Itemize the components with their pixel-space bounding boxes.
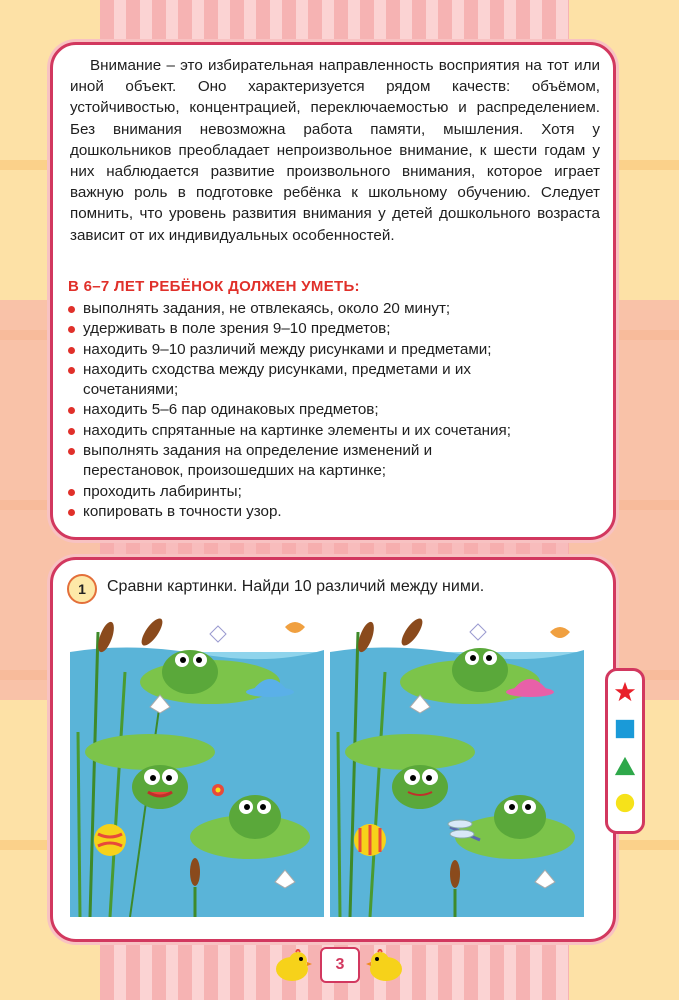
- page-number: 3: [320, 947, 360, 983]
- star-icon: [614, 681, 636, 703]
- skills-list: [65, 299, 605, 522]
- pond-scene-right: [330, 612, 584, 917]
- task-number-badge: 1: [67, 574, 97, 604]
- page-footer: [270, 943, 410, 987]
- square-icon: [614, 718, 636, 740]
- bullet-icon: [68, 489, 75, 496]
- chick-icon: [366, 949, 408, 983]
- skill-item: удерживать в поле зрения 9–10 предметов;: [65, 319, 605, 339]
- task-instruction: Сравни картинки. Найди 10 различий между ними.: [107, 578, 485, 595]
- bullet-icon: [68, 448, 75, 455]
- intro-card: [50, 42, 616, 540]
- skill-item: выполнять задания на определение изменений и перестановок, произошедших на картинке;: [65, 441, 483, 482]
- shapes-panel: [605, 668, 645, 834]
- skill-item: копировать в точности узор.: [65, 502, 605, 522]
- ball-icon: [94, 824, 126, 856]
- skill-item: выполнять задания, не отвлекаясь, около 20 минут;: [65, 299, 605, 319]
- bullet-icon: [68, 347, 75, 354]
- bullet-icon: [68, 367, 75, 374]
- bullet-icon: [68, 326, 75, 333]
- picture-right[interactable]: [330, 612, 584, 917]
- circle-icon: [614, 792, 636, 814]
- bullet-icon: [68, 306, 75, 313]
- chick-icon: [270, 949, 312, 983]
- picture-left[interactable]: [70, 612, 324, 917]
- skill-item: находить сходства между рисунками, предметами и их сочетаниями;: [65, 360, 523, 401]
- bullet-icon: [68, 509, 75, 516]
- task-card: [50, 557, 616, 942]
- bullet-icon: [68, 428, 75, 435]
- frog-icon: [452, 648, 508, 692]
- skill-item: находить спрятанные на картинке элементы и их сочетания;: [65, 421, 605, 441]
- bullet-icon: [68, 407, 75, 414]
- skill-item: проходить лабиринты;: [65, 482, 605, 502]
- skill-item: находить 5–6 пар одинаковых предметов;: [65, 400, 605, 420]
- skills-heading: В 6–7 ЛЕТ РЕБЁНОК ДОЛЖЕН УМЕТЬ:: [68, 278, 360, 295]
- pond-scene-left: [70, 612, 324, 917]
- intro-paragraph: Внимание – это избирательная направленность восприятия на тот или иной объект. Оно характеризуется рядом качеств: объёмом, устойчивостью, концентрацией, переключаемостью и распределением. Без внимания невозможна работа памяти, мышления. Хотя у дошкольников преобладает непроизвольное внимание, к шести годам у них наблюдается развитие произвольного внимания, которое играет важную роль в подготовке ребёнка к школьному обучению. Следует помнить, что уровень развития внимания у детей дошкольного возраста зависит от их индивидуальных особенностей.: [70, 57, 600, 244]
- frog-icon: [162, 650, 218, 694]
- triangle-icon: [614, 755, 636, 777]
- skill-item: находить 9–10 различий между рисунками и предметами;: [65, 340, 605, 360]
